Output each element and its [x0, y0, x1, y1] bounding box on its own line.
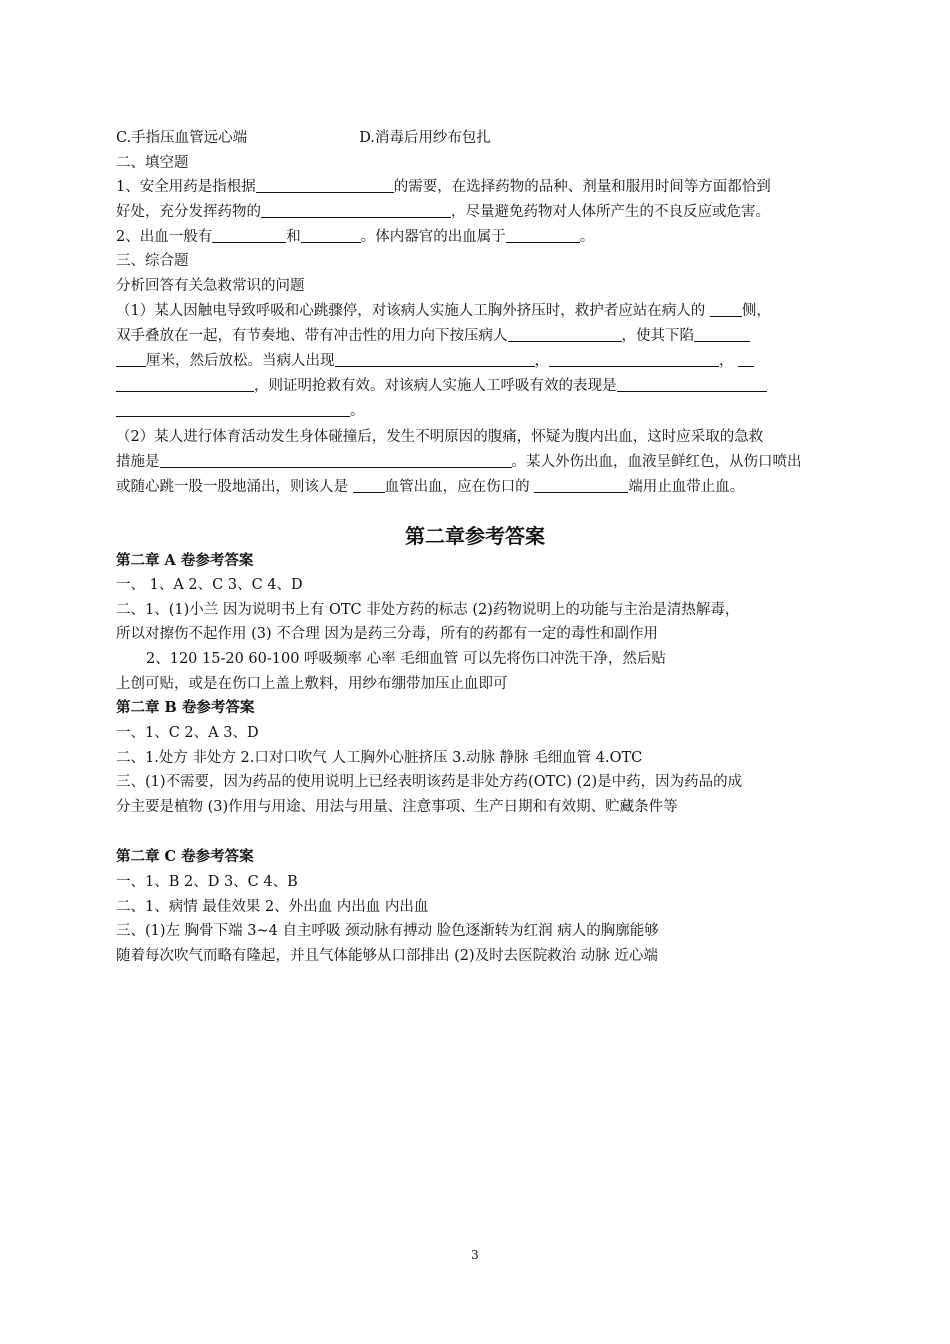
q1-line2 [116, 200, 770, 224]
option-line [116, 126, 491, 150]
c1-line4 [116, 374, 767, 398]
a-line5: 上创可贴，或是在伤口上盖上敷料，用纱布绷带加压止血即可 [116, 676, 508, 692]
a-line2: 二、1、(1)小兰 因为说明书上有 OTC 非处方药的标志 (2)药物说明上的功能与主治是清热解毒， [116, 602, 740, 618]
c1-text-b: 侧， [741, 303, 771, 319]
c2-text-d: 或随心跳一股一股地涌出，则该人是 [116, 479, 348, 495]
blank [160, 451, 512, 468]
blank [506, 226, 580, 243]
c2-line2 [116, 450, 802, 474]
c-heading: 第二章 C 卷参考答案 [116, 848, 254, 865]
blank [335, 350, 535, 367]
c1-line2 [116, 324, 750, 348]
c1-text-h: ，则证明抢救有效。对该病人实施人工呼吸有效的表现是 [254, 378, 617, 394]
q2-line [116, 225, 594, 249]
blank [116, 400, 350, 417]
c-line1: 一、1、B 2、D 3、C 4、B [116, 874, 298, 890]
blank [694, 325, 750, 342]
blank [256, 176, 394, 193]
c1-line5 [116, 399, 365, 423]
b-line1: 一、1、C 2、A 3、D [116, 725, 259, 741]
c-line4: 随着每次吹气而略有隆起，并且气体能够从口部排出 (2)及时去医院救治 动脉 近心端 [116, 948, 658, 964]
comp-intro: 分析回答有关急救常识的问题 [116, 278, 305, 294]
blank [116, 375, 254, 392]
blank [353, 476, 385, 493]
c1-text-c: 双手叠放在一起，有节奏地、带有冲击性的用力向下按压病人 [116, 328, 508, 344]
q1-text-d: ，尽量避免药物对人体所产生的不良反应或危害。 [451, 204, 770, 220]
c1-line3 [116, 349, 754, 373]
page-number: 3 [471, 1248, 479, 1262]
blank [617, 375, 767, 392]
blank [738, 350, 754, 367]
fill-heading: 二、填空题 [116, 155, 189, 171]
q1-line1 [116, 175, 771, 199]
c2-text-f: 端用止血带止血。 [628, 479, 745, 495]
a-heading: 第二章 A 卷参考答案 [116, 552, 254, 569]
blank [116, 350, 146, 367]
c1-text-g: ， [719, 353, 734, 369]
option-d: D.消毒后用纱布包扎 [359, 130, 491, 146]
blank [710, 300, 742, 317]
q1-text-c: 好处，充分发挥药物的 [116, 204, 261, 220]
c1-text-i: 。 [350, 403, 365, 419]
q2-text-a: 2、出血一般有 [116, 229, 213, 245]
answers-title: 第二章参考答案 [405, 524, 545, 548]
comp-heading: 三、综合题 [116, 253, 189, 269]
c2-line1: （2）某人进行体育活动发生身体碰撞后，发生不明原因的腹痛，怀疑为腹内出血，这时应采取的急救 [116, 429, 764, 445]
q1-text-b: 的需要，在选择药物的品种、剂量和服用时间等方面都恰到 [393, 179, 771, 195]
a-line3: 所以对擦伤不起作用 (3) 不合理 因为是药三分毒，所有的药都有一定的毒性和副作用 [116, 626, 658, 642]
c2-line3 [116, 475, 744, 499]
c2-text-e: 血管出血，应在伤口的 [384, 479, 530, 495]
b-line2: 二、1.处方 非处方 2.口对口吹气 人工胸外心脏挤压 3.动脉 静脉 毛细血管 4.OTC [116, 750, 643, 766]
blank [261, 201, 451, 218]
c1-text-e: 厘米，然后放松。当病人出现 [146, 353, 335, 369]
q2-text-b: 和 [286, 229, 301, 245]
q1-text-a: 1、安全用药是指根据 [116, 179, 256, 195]
blank [508, 325, 622, 342]
c-line2: 二、1、病情 最佳效果 2、外出血 内出血 内出血 [116, 899, 429, 915]
c2-text-c: 。某人外伤出血，血液呈鲜红色，从伤口喷出 [511, 454, 802, 470]
b-heading: 第二章 B 卷参考答案 [116, 699, 255, 716]
blank [549, 350, 719, 367]
a-line4: 2、120 15-20 60-100 呼吸频率 心率 毛细血管 可以先将伤口冲洗干净，然后贴 [146, 651, 666, 667]
blank [301, 226, 361, 243]
q2-text-d: 。 [579, 229, 595, 245]
b-line4: 分主要是植物 (3)作用与用途、用法与用量、注意事项、生产日期和有效期、贮藏条件等 [116, 799, 678, 815]
c-line3: 三、(1)左 胸骨下端 3~4 自主呼吸 颈动脉有搏动 脸色逐渐转为红润 病人的胸廓能够 [116, 923, 659, 939]
c1-line1 [116, 299, 771, 323]
c1-text-a: （1）某人因触电导致呼吸和心跳骤停，对该病人实施人工胸外挤压时，救护者应站在病人的 [116, 303, 706, 319]
b-line3: 三、(1)不需要，因为药品的使用说明上已经表明该药是非处方药(OTC) (2)是中药，因为药品的成 [116, 774, 743, 790]
option-c: C.手指压血管远心端 [116, 130, 248, 146]
c1-text-d: ，使其下陷 [621, 328, 694, 344]
blank [534, 476, 628, 493]
c2-text-b: 措施是 [116, 454, 160, 470]
blank [212, 226, 286, 243]
c1-text-f: ， [534, 353, 549, 369]
q2-text-c: 。体内器官的出血属于 [360, 229, 506, 245]
a-line1: 一、 1、A 2、C 3、C 4、D [116, 577, 303, 593]
